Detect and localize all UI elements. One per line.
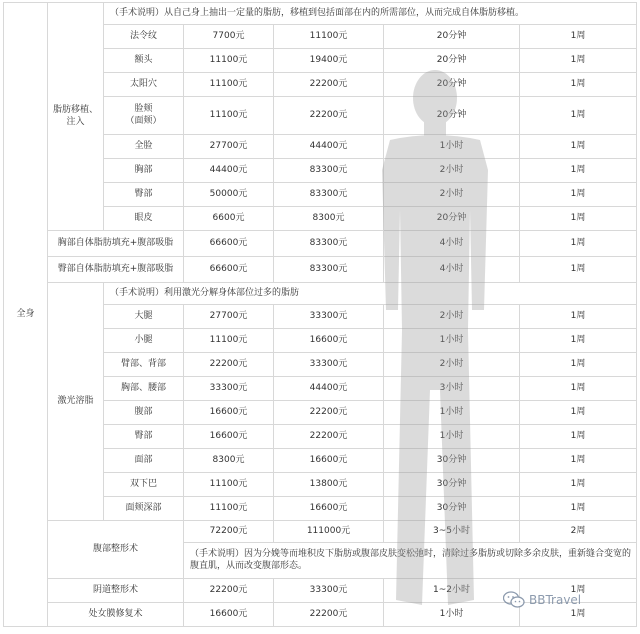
price-cell: 19400元: [274, 49, 384, 73]
table-row: [4, 283, 637, 305]
price-cell: 66600元: [184, 257, 274, 283]
body-part-cell: 腹部: [104, 401, 184, 425]
recovery-cell: 1周: [520, 135, 637, 159]
price-cell: 33300元: [274, 353, 384, 377]
price-cell: 7700元: [184, 25, 274, 49]
duration-cell: 30分钟: [384, 473, 520, 497]
body-part-cell: 胸部、腰部: [104, 377, 184, 401]
watermark: [503, 590, 581, 610]
procedure-name-cell: 处女膜修复术: [48, 603, 184, 627]
body-part-cell: 面颊深部: [104, 497, 184, 521]
price-cell: 33300元: [274, 305, 384, 329]
recovery-cell: 1周: [520, 231, 637, 257]
procedure-note: （手术说明）因为分娩等而堆积皮下脂肪或腹部皮肤变松弛时，清除过多脂肪或切除多余皮肤，重新缝合变宽的腹直肌，从而改变腹部形态。: [184, 543, 637, 579]
price-cell: 66600元: [184, 231, 274, 257]
recovery-cell: 1周: [520, 497, 637, 521]
duration-cell: 2小时: [384, 183, 520, 207]
price-cell: 83300元: [274, 159, 384, 183]
price-cell: 8300元: [274, 207, 384, 231]
duration-cell: 4小时: [384, 231, 520, 257]
recovery-cell: 1周: [520, 159, 637, 183]
price-cell: 33300元: [274, 579, 384, 603]
duration-cell: 1小时: [384, 603, 520, 627]
duration-cell: 2小时: [384, 159, 520, 183]
body-part-cell: 大腿: [104, 305, 184, 329]
price-cell: 22200元: [274, 401, 384, 425]
duration-cell: 1~2小时: [384, 579, 520, 603]
recovery-cell: 1周: [520, 401, 637, 425]
price-cell: 16600元: [274, 449, 384, 473]
price-cell: 22200元: [274, 97, 384, 135]
price-cell: 22200元: [274, 73, 384, 97]
table-row: [4, 521, 637, 543]
recovery-cell: 1周: [520, 329, 637, 353]
price-cell: 22200元: [274, 603, 384, 627]
duration-cell: 4小时: [384, 257, 520, 283]
price-cell: 83300元: [274, 257, 384, 283]
duration-cell: 1小时: [384, 425, 520, 449]
price-cell: 11100元: [184, 497, 274, 521]
recovery-cell: 1周: [520, 425, 637, 449]
price-cell: 13800元: [274, 473, 384, 497]
duration-cell: 20分钟: [384, 73, 520, 97]
procedure-note: （手术说明）从自己身上抽出一定量的脂肪，移植到包括面部在内的所需部位，从而完成自体脂肪移植。: [104, 3, 637, 25]
body-part-cell: 脸颊 （面颊）: [104, 97, 184, 135]
watermark-text: BBTravel: [529, 593, 582, 607]
price-cell: 16600元: [184, 603, 274, 627]
recovery-cell: 1周: [520, 579, 637, 603]
duration-cell: 20分钟: [384, 97, 520, 135]
recovery-cell: 1周: [520, 25, 637, 49]
price-cell: 83300元: [274, 183, 384, 207]
duration-cell: 2小时: [384, 353, 520, 377]
price-cell: 16600元: [184, 401, 274, 425]
body-part-cell: 双下巴: [104, 473, 184, 497]
price-cell: 44400元: [274, 135, 384, 159]
table-row: [4, 257, 637, 283]
body-part-cell: 臂部、背部: [104, 353, 184, 377]
body-part-cell: 小腿: [104, 329, 184, 353]
procedure-name-cell: 阴道整形术: [48, 579, 184, 603]
duration-cell: 20分钟: [384, 49, 520, 73]
recovery-cell: 1周: [520, 449, 637, 473]
recovery-cell: 1周: [520, 473, 637, 497]
price-cell: 22200元: [274, 425, 384, 449]
body-part-cell: 胸部: [104, 159, 184, 183]
price-cell: 11100元: [274, 25, 384, 49]
body-part-cell: 面部: [104, 449, 184, 473]
duration-cell: 30分钟: [384, 449, 520, 473]
procedure-name-cell: 腹部整形术: [48, 521, 184, 579]
price-cell: 111000元: [274, 521, 384, 543]
category-label-whole-body: 全身: [4, 3, 48, 627]
price-cell: 11100元: [184, 329, 274, 353]
price-cell: 27700元: [184, 135, 274, 159]
recovery-cell: 1周: [520, 305, 637, 329]
body-part-cell: 太阳穴: [104, 73, 184, 97]
price-cell: 11100元: [184, 97, 274, 135]
recovery-cell: 1周: [520, 207, 637, 231]
section-label-laser-lipo: 激光溶脂: [48, 283, 104, 521]
recovery-cell: 1周: [520, 257, 637, 283]
price-cell: 11100元: [184, 49, 274, 73]
price-cell: 16600元: [274, 497, 384, 521]
body-part-cell: 法令纹: [104, 25, 184, 49]
duration-cell: 20分钟: [384, 25, 520, 49]
table-row: [4, 231, 637, 257]
procedure-name-cell: 臀部自体脂肪填充+腹部吸脂: [48, 257, 184, 283]
price-cell: 44400元: [274, 377, 384, 401]
recovery-cell: 1周: [520, 73, 637, 97]
recovery-cell: 1周: [520, 97, 637, 135]
body-part-cell: 臀部: [104, 425, 184, 449]
duration-cell: 3~5小时: [384, 521, 520, 543]
body-part-cell: 臀部: [104, 183, 184, 207]
price-cell: 11100元: [184, 473, 274, 497]
table-row: [4, 3, 637, 25]
recovery-cell: 1周: [520, 377, 637, 401]
price-cell: 8300元: [184, 449, 274, 473]
duration-cell: 1小时: [384, 329, 520, 353]
recovery-cell: 1周: [520, 183, 637, 207]
price-cell: 83300元: [274, 231, 384, 257]
body-part-cell: 眼皮: [104, 207, 184, 231]
duration-cell: 3小时: [384, 377, 520, 401]
price-cell: 22200元: [184, 353, 274, 377]
recovery-cell: 1周: [520, 603, 637, 627]
duration-cell: 2小时: [384, 305, 520, 329]
price-cell: 16600元: [184, 425, 274, 449]
recovery-cell: 1周: [520, 353, 637, 377]
recovery-cell: 2周: [520, 521, 637, 543]
duration-cell: 1小时: [384, 135, 520, 159]
procedure-note: （手术说明）利用激光分解身体部位过多的脂肪: [104, 283, 637, 305]
body-part-cell: 额头: [104, 49, 184, 73]
recovery-cell: 1周: [520, 49, 637, 73]
duration-cell: 30分钟: [384, 497, 520, 521]
price-cell: 33300元: [184, 377, 274, 401]
price-cell: 27700元: [184, 305, 274, 329]
duration-cell: 1小时: [384, 401, 520, 425]
procedure-name-cell: 胸部自体脂肪填充+腹部吸脂: [48, 231, 184, 257]
price-cell: 6600元: [184, 207, 274, 231]
price-cell: 72200元: [184, 521, 274, 543]
body-part-cell: 全脸: [104, 135, 184, 159]
price-cell: 50000元: [184, 183, 274, 207]
price-table: [3, 2, 637, 627]
wechat-icon: [503, 591, 525, 609]
price-cell: 11100元: [184, 73, 274, 97]
duration-cell: 20分钟: [384, 207, 520, 231]
price-cell: 44400元: [184, 159, 274, 183]
price-cell: 16600元: [274, 329, 384, 353]
price-cell: 22200元: [184, 579, 274, 603]
section-label-fat-graft: 脂肪移植、注入: [48, 3, 104, 231]
